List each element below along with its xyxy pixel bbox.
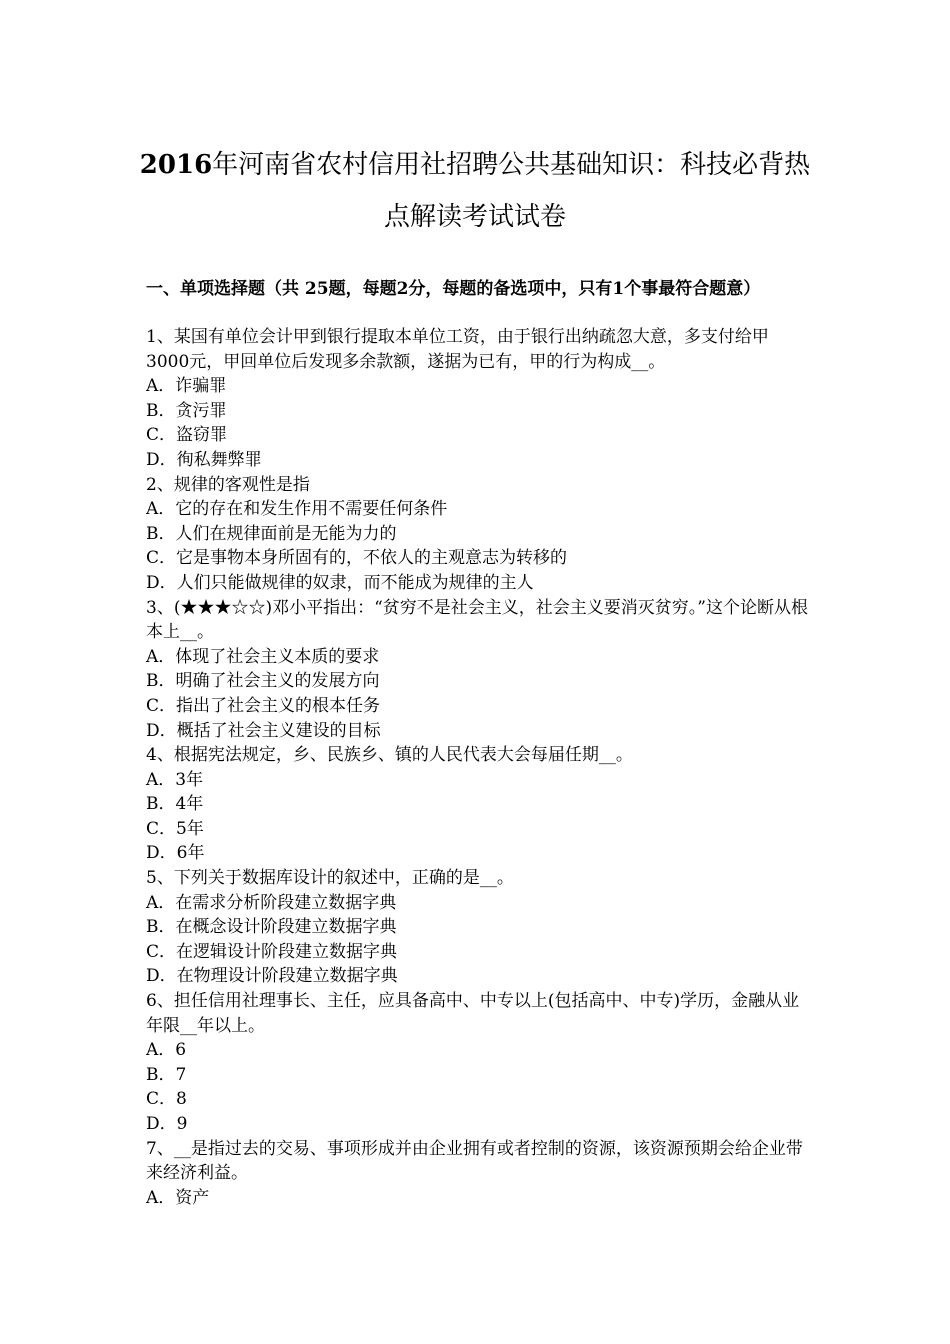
answer-option: B．7: [146, 1064, 187, 1085]
question-stem: 3、(★★★☆☆)邓小平指出：“贫穷不是社会主义，社会主义要消灭贫穷。”这个论断从根本上__。: [146, 597, 808, 643]
answer-option: B．贪污罪: [146, 400, 227, 421]
question-stem: 1、某国有单位会计甲到银行提取本单位工资，由于银行出纳疏忽大意，多支付给甲3000元，甲回单位后发现多余款额，遂据为已有，甲的行为构成__。: [146, 327, 769, 372]
document-title-line1: [100, 150, 850, 180]
question-stem: 5、下列关于数据库设计的叙述中，正确的是__。: [146, 868, 514, 889]
answer-option: C．在逻辑设计阶段建立数据字典: [146, 941, 398, 962]
question-stem: 4、根据宪法规定，乡、民族乡、镇的人民代表大会每届任期__。: [146, 745, 633, 766]
answer-option: A．资产: [146, 1187, 210, 1208]
answer-option: D．6年: [146, 843, 205, 864]
answer-option: D．人们只能做规律的奴隶，而不能成为规律的主人: [146, 572, 534, 593]
answer-option: A．3年: [146, 769, 204, 790]
answer-option: A．体现了社会主义本质的要求: [146, 646, 380, 667]
document-title-line2: 点解读考试试卷: [383, 202, 566, 232]
answer-option: D．9: [146, 1114, 188, 1134]
question-stem: 7、__是指过去的交易、事项形成并由企业拥有或者控制的资源，该资源预期会给企业带来经济利益。: [146, 1138, 803, 1184]
answer-option: B．在概念设计阶段建立数据字典: [146, 917, 397, 938]
answer-option: D．在物理设计阶段建立数据字典: [146, 966, 398, 987]
answer-option: A．在需求分析阶段建立数据字典: [146, 892, 397, 913]
question-stem: 6、担任信用社理事长、主任，应具备高中、中专以上(包括高中、中专)学历，金融从业年限__年以上。: [146, 991, 800, 1036]
answer-option: C．5年: [146, 818, 204, 839]
answer-option: C．8: [146, 1089, 187, 1110]
answer-option: D．徇私舞弊罪: [146, 449, 262, 470]
title-year: 2016: [139, 150, 213, 180]
answer-option: C．指出了社会主义的根本任务: [146, 695, 381, 716]
answer-option: C．盗窃罪: [146, 425, 228, 446]
answer-option: D．概括了社会主义建设的目标: [146, 720, 381, 741]
title-text: 年河南省农村信用社招聘公共基础知识：科技必背热: [212, 150, 811, 180]
answer-option: A．诈骗罪: [146, 376, 227, 397]
answer-option: A．6: [146, 1040, 187, 1061]
answer-option: B．明确了社会主义的发展方向: [146, 671, 380, 692]
answer-option: B．4年: [146, 794, 204, 815]
answer-option: A．它的存在和发生作用不需要任何条件: [146, 499, 448, 520]
answer-option: B．人们在规律面前是无能为力的: [146, 523, 397, 544]
question-list: [146, 325, 810, 1210]
section-heading: 一、单项选择题（共 25题，每题2分，每题的备选项中，只有1个事最符合题意）: [146, 279, 761, 299]
question-stem: 2、规律的客观性是指: [146, 474, 310, 495]
answer-option: C．它是事物本身所固有的，不依人的主观意志为转移的: [146, 548, 568, 569]
